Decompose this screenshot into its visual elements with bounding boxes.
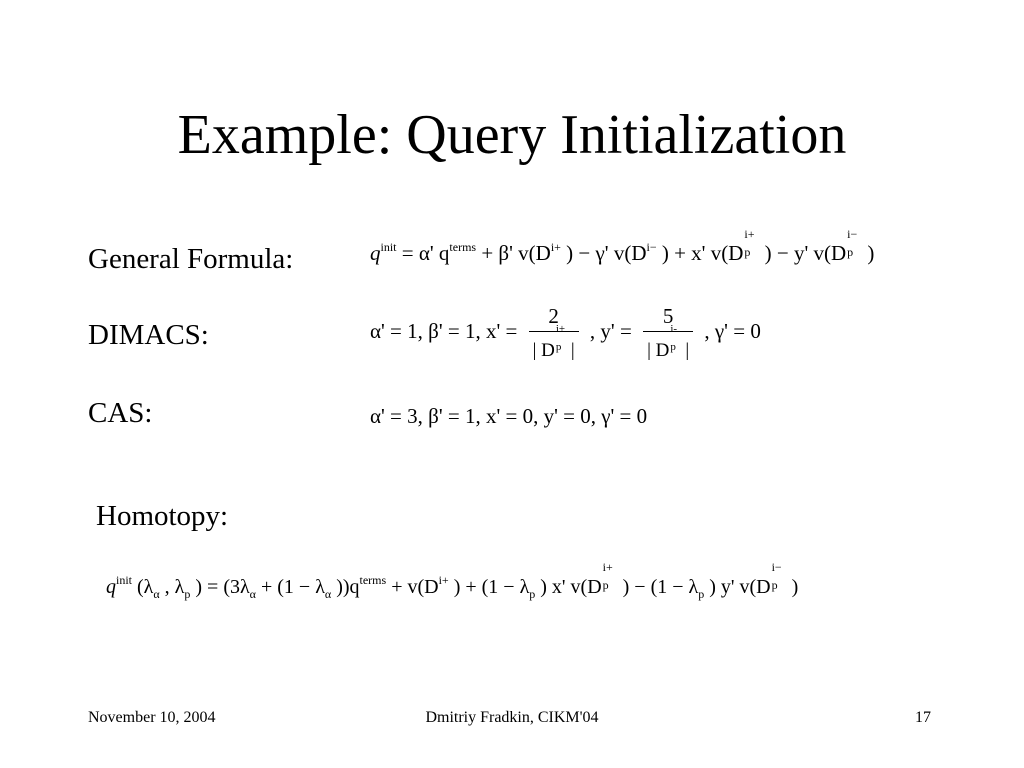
one-minus-lambda-p: ) + (1 − λ	[453, 576, 530, 598]
one-minus-lambda-p: ) − (1 − λ	[622, 576, 699, 598]
label-general-formula: General Formula:	[88, 243, 294, 275]
init-superscript: init	[380, 240, 397, 254]
fraction-x-denominator: | D i+ p |	[529, 331, 579, 360]
equals-term: ) = (3λ	[195, 576, 250, 598]
alpha-subscript: α	[324, 587, 332, 601]
iminus-p-stack: i− p	[847, 227, 858, 259]
footer-page-number: 17	[915, 709, 931, 726]
fraction-y-denominator: | D i- p |	[643, 331, 693, 360]
label-cas: CAS:	[88, 397, 153, 429]
fraction-y	[643, 306, 693, 360]
iplus-p-stack: i+ p	[602, 560, 613, 592]
q-symbol: q	[370, 241, 381, 265]
terms-superscript: terms	[359, 573, 387, 587]
fraction-y-numerator: 5	[662, 304, 674, 328]
iminus-p-stack: i− p	[771, 560, 782, 592]
dimacs-formula	[370, 306, 761, 360]
homotopy-formula	[106, 560, 799, 601]
label-dimacs: DIMACS:	[88, 319, 209, 351]
closing-paren: )	[791, 576, 799, 598]
dimacs-suffix: , γ' = 0	[704, 318, 761, 343]
y-term: ) y' v(D	[709, 576, 771, 598]
p-subscript: p	[698, 587, 705, 601]
beta-term: + β' v(D	[481, 241, 551, 265]
terms-superscript: terms	[449, 240, 477, 254]
general-formula	[370, 227, 875, 265]
dimacs-mid: , y' =	[589, 318, 632, 343]
closing-paren: )	[867, 241, 875, 265]
iplus-superscript: i+	[550, 240, 561, 254]
iminus-superscript: i−	[646, 240, 657, 254]
v-term: + v(D	[391, 576, 439, 598]
q-symbol: q	[106, 576, 116, 598]
alpha-term: = α' q	[401, 241, 450, 265]
lambda-term: , λ	[164, 576, 185, 598]
init-superscript: init	[116, 573, 133, 587]
alpha-subscript: α	[249, 587, 256, 601]
dimacs-prefix: α' = 1, β' = 1, x' =	[370, 318, 518, 343]
fraction-x-numerator: 2	[548, 304, 559, 328]
gamma-term: ) − γ' v(D	[566, 241, 647, 265]
slide-title: Example: Query Initialization	[177, 104, 847, 166]
q-terms: ))q	[336, 576, 360, 598]
footer-author: Dmitriy Fradkin, CIKM'04	[425, 709, 599, 726]
one-minus-lambda-term: + (1 − λ	[260, 576, 325, 598]
p-subscript: p	[529, 587, 536, 601]
label-homotopy: Homotopy:	[96, 500, 229, 532]
lambda-term: (λ	[137, 576, 154, 598]
iplus-superscript: i+	[438, 573, 449, 587]
x-term: ) + x' v(D	[661, 241, 744, 265]
footer-date: November 10, 2004	[88, 709, 216, 726]
cas-formula: α' = 3, β' = 1, x' = 0, y' = 0, γ' = 0	[370, 404, 648, 428]
p-subscript: p	[184, 587, 191, 601]
alpha-subscript: α	[153, 587, 160, 601]
x-term: ) x' v(D	[540, 576, 602, 598]
fraction-x	[529, 306, 579, 360]
iplus-p-stack: i+ p	[744, 227, 755, 259]
y-term: ) − y' v(D	[764, 241, 847, 265]
